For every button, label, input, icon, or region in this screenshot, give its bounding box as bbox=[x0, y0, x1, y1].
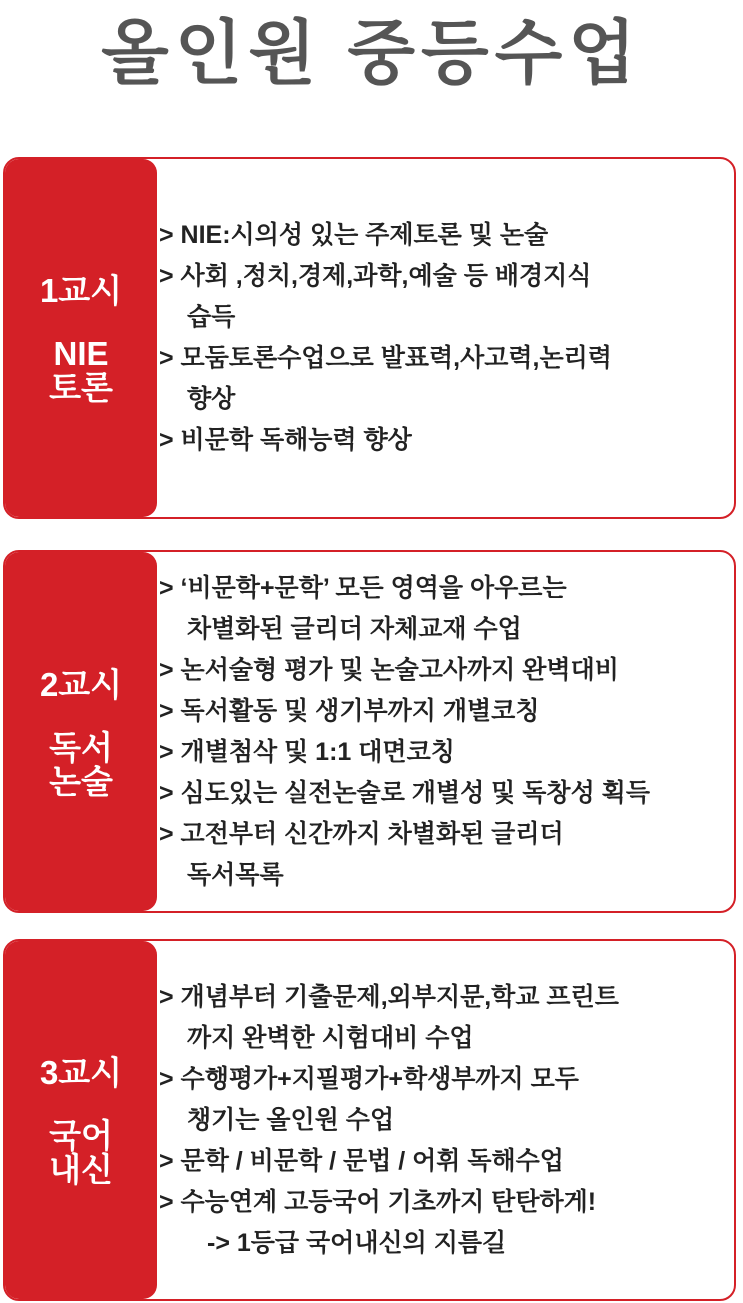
bullet-continuation: 독서목록 bbox=[187, 860, 284, 889]
bullet-continuation: 까지 완벽한 시험대비 수업 bbox=[187, 1023, 474, 1052]
class-label-panel bbox=[5, 159, 157, 517]
class-label-panel bbox=[5, 552, 157, 911]
bullet-item: > 수행평가+지필평가+학생부까지 모두 bbox=[159, 1064, 579, 1093]
bullet-continuation: 챙기는 올인원 수업 bbox=[187, 1105, 395, 1134]
subject-label bbox=[49, 1119, 113, 1187]
bullet-item: > 문학 / 비문학 / 문법 / 어휘 독해수업 bbox=[159, 1146, 564, 1175]
bullet-item: > 모둠토론수업으로 발표력,사고력,논리력 bbox=[159, 344, 612, 372]
class-card-1 bbox=[3, 157, 736, 519]
class-card-3 bbox=[3, 939, 736, 1301]
subject-line: NIE bbox=[53, 335, 109, 372]
subject-line: 논술 bbox=[49, 762, 113, 800]
bullet-continuation: 차별화된 글리더 자체교재 수업 bbox=[187, 614, 522, 643]
bullet-item: > 심도있는 실전논술로 개별성 및 독창성 획득 bbox=[159, 778, 650, 807]
bullet-continuation: 습득 bbox=[187, 303, 236, 331]
period-label: 1교시 bbox=[39, 272, 123, 309]
class-card-2 bbox=[3, 550, 736, 913]
bullet-item: > NIE:시의성 있는 주제토론 및 논술 bbox=[159, 221, 549, 249]
subject-line: 내신 bbox=[49, 1151, 113, 1188]
bullet-continuation: 향상 bbox=[187, 385, 236, 413]
subject-label bbox=[49, 337, 113, 405]
bullet-item: > ‘비문학+문학’ 모든 영역을 아우르는 bbox=[159, 573, 567, 602]
subject-line: 토론 bbox=[49, 369, 113, 406]
bullet-item: > 논서술형 평가 및 논술고사까지 완벽대비 bbox=[159, 655, 619, 684]
subject-label bbox=[49, 728, 113, 800]
page-title: 올인원 중등수업 bbox=[101, 14, 642, 92]
bullet-item: > 사회 ,정치,경제,과학,예술 등 배경지식 bbox=[159, 262, 592, 290]
bullet-item: > 개별첨삭 및 1:1 대면코칭 bbox=[159, 737, 455, 766]
bullet-item: > 개념부터 기출문제,외부지문,학교 프린트 bbox=[159, 982, 619, 1011]
class-label-panel bbox=[5, 941, 157, 1299]
class-description bbox=[157, 941, 734, 1299]
bullet-item: > 비문학 독해능력 향상 bbox=[159, 426, 412, 454]
subject-line: 독서 bbox=[49, 728, 113, 766]
bullet-item: > 고전부터 신간까지 차별화된 글리더 bbox=[159, 819, 564, 848]
subject-line: 국어 bbox=[49, 1117, 113, 1154]
class-description bbox=[157, 552, 734, 911]
bullet-item: > 수능연계 고등국어 기초까지 탄탄하게! bbox=[159, 1187, 597, 1216]
class-description bbox=[157, 159, 734, 517]
bullet-item: > 독서활동 및 생기부까지 개별코칭 bbox=[159, 696, 540, 725]
period-label: 3교시 bbox=[39, 1054, 123, 1091]
bullet-continuation: -> 1등급 국어내신의 지름길 bbox=[207, 1228, 507, 1257]
period-label: 2교시 bbox=[39, 665, 123, 703]
